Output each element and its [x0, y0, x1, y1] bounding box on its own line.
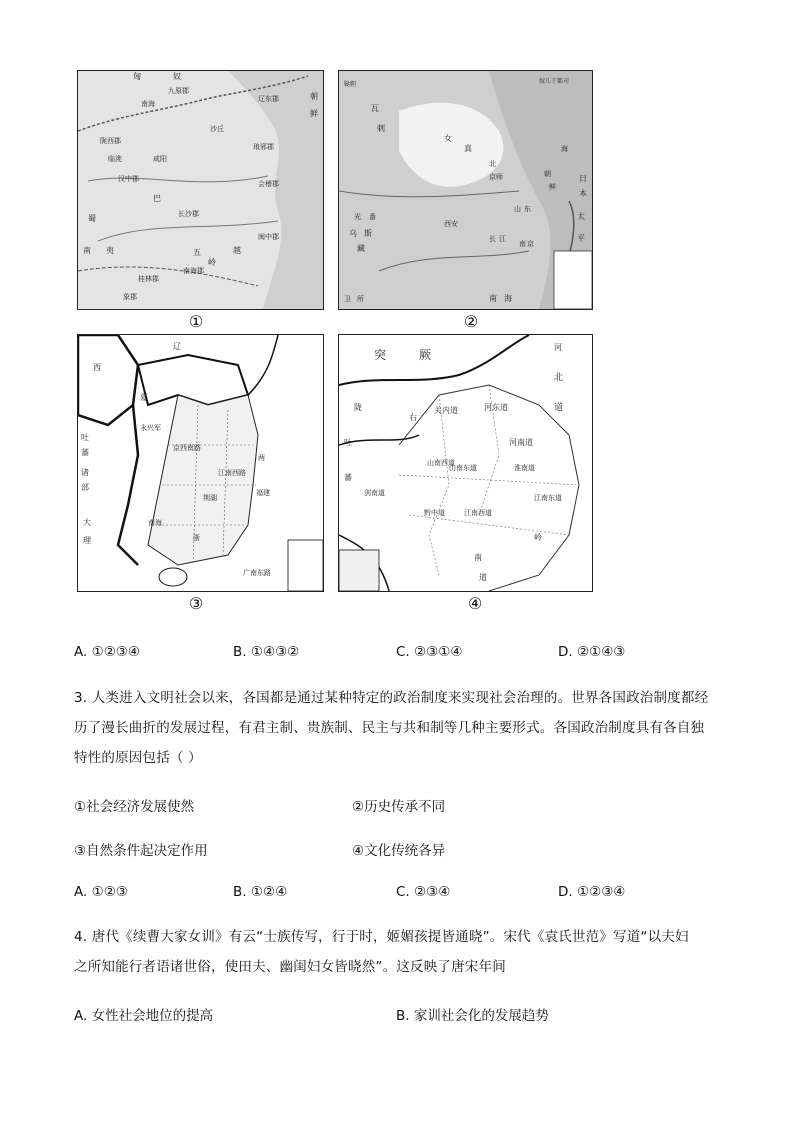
question-line: 4. 唐代《续曹大家女训》有云“士族传写，行于时，姬媚孩提皆通晓”。宋代《袁氏世范》写道“以夫妇: [74, 929, 689, 945]
map-label: 福建: [256, 489, 270, 497]
map-label: 鞑靼: [344, 81, 357, 88]
map-label: 夏: [140, 393, 148, 402]
map-label: 永兴军: [140, 424, 161, 432]
option-text: ①④③②: [250, 644, 300, 660]
q3-statement-1: ①社会经济发展使然: [74, 799, 195, 815]
question-line: 历了漫长曲折的发展过程，有君主制、贵族制、民主与共和制等几种主要形式。各国政治制度具有各自独: [74, 720, 705, 736]
map-label: 山南东道: [449, 464, 477, 472]
map-label: 临洮: [108, 155, 122, 163]
map-label: 河东道: [484, 403, 508, 412]
map-label: 吐: [81, 433, 89, 442]
question-3-stem: [74, 683, 724, 773]
map-label: 闽中郡: [258, 233, 279, 241]
map-label: 剑南道: [364, 489, 385, 497]
q2-option-a[interactable]: [74, 644, 140, 660]
option-text: ①②④: [250, 884, 288, 900]
map-label: 巴: [153, 194, 161, 203]
map-label: 江南西路: [218, 469, 246, 477]
map-label: 鲜: [310, 109, 318, 118]
option-letter: B.: [233, 644, 247, 660]
map-label: 平: [577, 234, 585, 243]
map-4-svg: [339, 335, 592, 591]
map-3-number: ③: [188, 594, 204, 613]
map-label: 蜀: [88, 214, 96, 223]
map-label: 浙: [193, 534, 200, 542]
map-label: 南海: [148, 519, 162, 527]
q4-option-b[interactable]: [396, 1004, 549, 1024]
q3-option-b[interactable]: [233, 884, 287, 900]
q4-option-a[interactable]: [74, 1004, 213, 1024]
map-1-svg: [78, 71, 323, 309]
map-3-svg: [78, 335, 323, 591]
map-label: 京师: [489, 173, 503, 181]
map-label: 西安: [444, 220, 458, 228]
option-letter: C.: [396, 884, 410, 900]
map-label: 长: [489, 235, 496, 243]
question-line: 特性的原因包括（ ）: [74, 750, 202, 766]
map-label: 所: [357, 295, 364, 303]
map-label: 夷: [106, 246, 114, 255]
map-label: 奴儿干都司: [539, 78, 570, 85]
map-label: 诸: [81, 468, 89, 477]
map-label: 荆湖: [203, 494, 217, 502]
map-label: 朝: [544, 170, 551, 178]
map-label: 真: [464, 144, 472, 153]
map-label: 瓦: [371, 104, 379, 113]
map-label: 海: [504, 294, 512, 303]
q3-option-d[interactable]: [558, 884, 625, 900]
map-label: 太: [577, 212, 585, 221]
map-label: 京: [527, 240, 534, 248]
map-label: 海: [561, 145, 568, 153]
map-label: 南: [489, 294, 497, 303]
map-label: 南: [83, 246, 91, 255]
option-text: ①②③: [91, 884, 128, 900]
map-label: 桂林郡: [138, 275, 159, 283]
map-label: 番: [369, 213, 376, 221]
option-text: ①②③④: [576, 884, 626, 900]
map-2-svg: [339, 71, 592, 309]
option-text: ①②③④: [91, 644, 141, 660]
map-label: 南: [519, 240, 526, 248]
map-label: 广南东路: [243, 569, 271, 577]
option-letter: B.: [396, 1008, 410, 1024]
map-label: 江南西道: [464, 509, 492, 517]
map-label: 道: [479, 573, 487, 582]
q2-option-d[interactable]: [558, 644, 625, 660]
q3-statement-4: ④文化传统各异: [352, 843, 446, 859]
question-4-stem: [74, 922, 724, 982]
map-label: 南海郡: [183, 267, 204, 275]
map-label: 道: [554, 403, 564, 413]
map-label: 右: [409, 413, 417, 422]
map-label: 部: [81, 483, 89, 492]
map-4-number: ④: [467, 594, 483, 613]
map-label: 淮南道: [514, 464, 535, 472]
map-label: 河南道: [509, 438, 533, 447]
map-label: 北: [489, 160, 496, 168]
map-1-number: ①: [188, 312, 204, 331]
map-label: 辽东郡: [258, 95, 279, 103]
option-text: 家训社会化的发展趋势: [413, 1008, 549, 1024]
map-label: 藏: [357, 244, 365, 253]
map-label: 岭: [208, 258, 216, 267]
option-letter: A.: [74, 1008, 88, 1024]
map-3-song: [77, 334, 324, 592]
map-2-number: ②: [463, 312, 479, 331]
map-label: 黔中道: [424, 509, 445, 517]
map-label: 西: [93, 363, 101, 372]
question-line: 之所知能行者语诸世俗，使田夫、幽闺妇女皆晓然”。这反映了唐宋年间: [74, 959, 506, 975]
option-letter: B.: [233, 884, 247, 900]
map-label: 越: [233, 246, 241, 255]
map-label: 日: [579, 174, 587, 183]
map-label: 关内道: [434, 406, 458, 415]
map-label: 理: [83, 536, 91, 545]
map-label: 陇西郡: [100, 137, 121, 145]
map-label: 咸阳: [153, 155, 167, 163]
q3-statement-2: ②历史传承不同: [352, 799, 446, 815]
map-label: 山: [514, 205, 521, 213]
map-label: 沙丘: [210, 125, 224, 133]
map-label: 奴: [173, 72, 181, 81]
map-label: 江: [499, 235, 506, 243]
option-text: ②①④③: [576, 644, 626, 660]
map-1-qin: [77, 70, 324, 310]
map-label: 蕃: [81, 448, 89, 457]
map-label: 九原郡: [168, 87, 189, 95]
option-text: ②③①④: [414, 644, 463, 660]
map-label: 南海: [141, 100, 155, 108]
map-4-tang: [338, 334, 593, 592]
map-label: 匈: [133, 72, 141, 81]
map-label: 厥: [419, 348, 432, 362]
map-label: 陇: [354, 403, 362, 412]
q3-option-a[interactable]: [74, 884, 128, 900]
option-letter: D.: [558, 884, 573, 900]
question-line: 3. 人类进入文明社会以来，各国都是通过某种特定的政治制度来实现社会治理的。世界各国政治制度都经: [74, 690, 709, 706]
map-label: 吐: [344, 438, 352, 447]
map-label: 琅邪郡: [253, 143, 274, 151]
option-letter: A.: [74, 884, 88, 900]
option-letter: A.: [74, 644, 88, 660]
map-label: 两: [258, 454, 265, 462]
map-label: 本: [579, 189, 587, 198]
map-label: 斯: [364, 229, 372, 238]
q3-statement-3: ③自然条件起决定作用: [74, 843, 208, 859]
q2-option-c[interactable]: [396, 644, 462, 660]
map-label: 光: [354, 213, 361, 221]
map-label: 鲜: [549, 183, 556, 191]
map-label: 朝: [310, 92, 318, 101]
option-text: ②③④: [414, 884, 451, 900]
map-label: 五: [193, 248, 201, 257]
map-label: 突: [374, 348, 387, 362]
map-label: 大: [83, 518, 91, 527]
map-label: 江南东道: [534, 494, 562, 502]
map-label: 乌: [349, 229, 357, 238]
map-label: 会稽郡: [258, 180, 279, 188]
map-label: 南: [474, 553, 482, 562]
map-label: 长沙郡: [178, 210, 199, 218]
map-2-ming: [338, 70, 593, 310]
option-letter: D.: [558, 644, 573, 660]
map-label: 京西南路: [173, 444, 201, 452]
option-letter: C.: [396, 644, 410, 660]
map-label: 汉中郡: [118, 175, 139, 183]
map-label: 北: [554, 373, 564, 383]
map-label: 河: [554, 343, 562, 352]
map-label: 象郡: [123, 293, 137, 301]
q3-option-c[interactable]: [396, 884, 450, 900]
map-label: 东: [524, 205, 531, 213]
map-label: 蕃: [344, 473, 352, 482]
map-label: 剌: [377, 124, 385, 133]
map-label: 女: [444, 134, 452, 143]
map-label: 山南西道: [427, 459, 455, 467]
q2-option-b[interactable]: [233, 644, 299, 660]
option-text: 女性社会地位的提高: [91, 1008, 214, 1024]
map-label: 卫: [344, 295, 351, 303]
map-label: 辽: [173, 342, 181, 351]
map-label: 岭: [534, 533, 542, 542]
